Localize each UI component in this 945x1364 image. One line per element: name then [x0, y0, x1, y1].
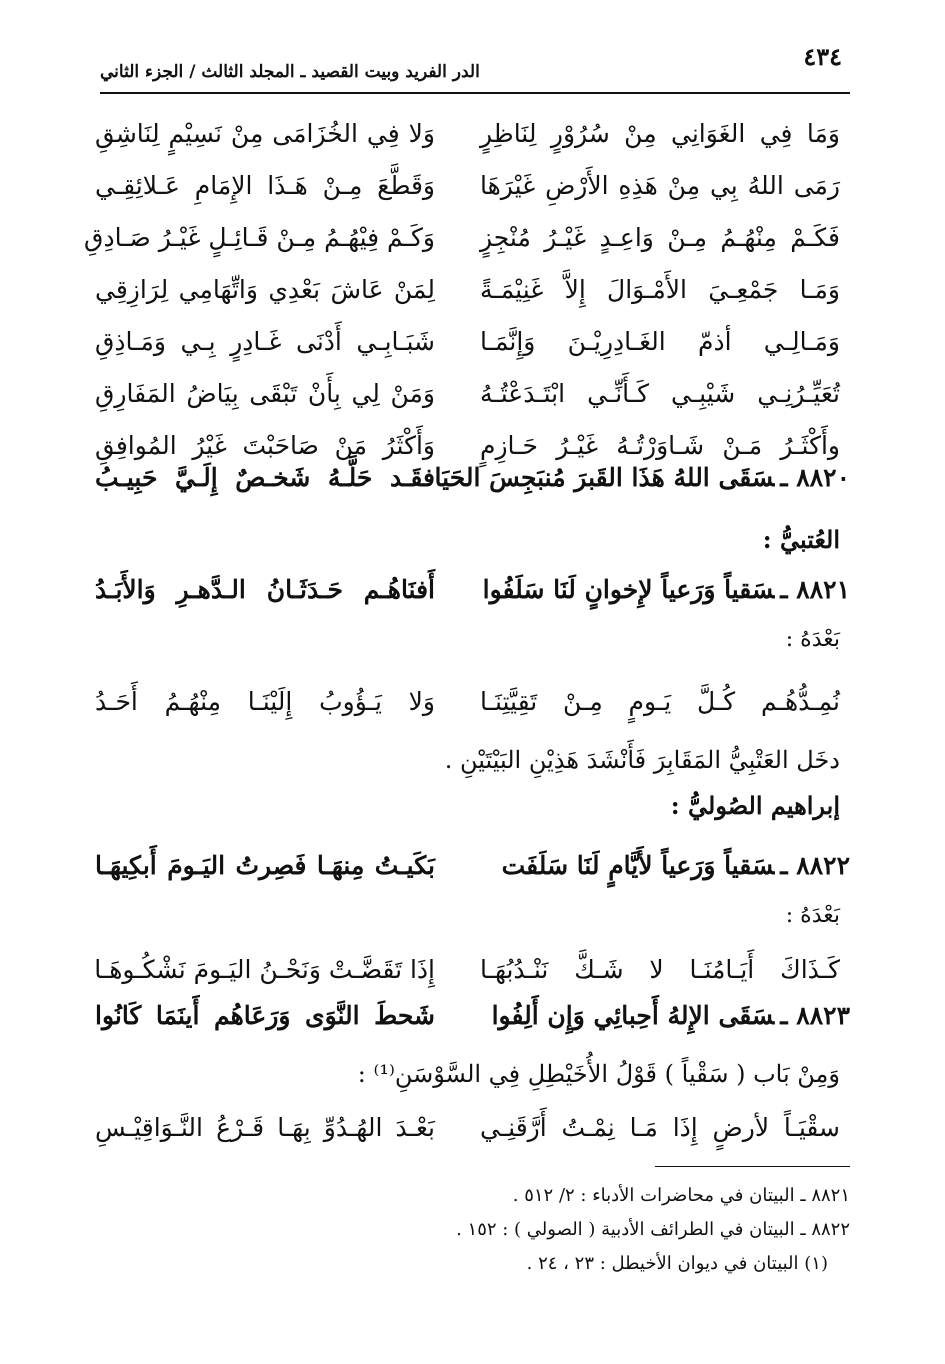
second-hemistich: إِذَا تَقَضَّـتْ وَنَحْـنُ اليَـومَ نَشْكُـوهَـا: [94, 955, 435, 984]
verse-line: [95, 108, 850, 160]
second-hemistich: لِمَنْ عَاشَ بَعْدِي وَاتِّهَامِي لِرَازِقِي: [95, 275, 435, 304]
verse-number: ٨٨٢٢ ـ: [780, 851, 850, 880]
verse-number: ٨٨٢١ ـ: [780, 575, 850, 604]
first-hemistich: سَقياً وَرَعياً لإِخوانٍ لَنَا سَلَفُوا: [482, 575, 775, 604]
first-hemistich: وأَكْثَـرُ مَـنْ شَـاوَرْتُـهُ غَيْـرُ حَـازِمٍ: [480, 431, 840, 460]
first-hemistich: رَمَى اللهُ بِي مِنْ هَذِهِ الأَرْضِ غَيْرَهَا: [480, 171, 840, 200]
first-hemistich: وَمَـالِـي أذمّ الغَـادِرِيْـنَ وَإِنَّمَـا: [480, 327, 840, 356]
second-hemistich: فقَـد حَلَّـهُ شَخـصٌ إِلَـيَّ حَبِيـبُ: [95, 463, 435, 492]
poet-name: العُتبيُّ :: [762, 525, 840, 554]
second-hemistich: وَمَنْ لِي بِأَنْ تَبْقَى بِيَاضُ المَفَارِقِ: [95, 379, 435, 408]
first-hemistich: فَكَـمْ مِنْهُـمُ مِـنْ وَاعِـدٍ غَيْـرُ مُنْجِزٍ: [480, 223, 840, 252]
verse-line: [95, 368, 850, 420]
first-hemistich: وَمَا فِي الغَوَانِي مِنْ سُرُوْرٍ لِنَاظِرٍ: [480, 119, 840, 148]
second-hemistich: بَكَيـتُ مِنهَـا فَصِرتُ اليَـومَ أَبكِيهَـا: [95, 851, 435, 880]
second-hemistich: شَبَـابِـي أَدْنَى غَـادِرٍ بِـي وَمَـاذِقِ: [95, 327, 435, 356]
second-hemistich: وَلا يَـؤُوبُ إِلَيْنَـا مِنْهُـمُ أَحَـدُ: [95, 687, 435, 716]
after-label: بَعْدَهُ :: [785, 903, 840, 928]
page-header: [100, 38, 850, 94]
header-rule: [100, 92, 850, 94]
footnote: ٨٨٢٢ ـ البيتان في الطرائف الأدبية ( الصولي ) : ١٥٢ .: [456, 1219, 850, 1240]
second-hemistich: وَقَطَّعَ مِـنْ هَـذَا الإِمَامِ عَـلائِقِـي: [95, 171, 435, 200]
verse-8823: [95, 990, 850, 1042]
running-title: الدر الفريد وبيت القصيد ـ المجلد الثالث / الجزء الثاني: [100, 62, 480, 82]
footnote: (١) البيتان في ديوان الأخيطل : ٢٣ ، ٢٤ .: [526, 1253, 828, 1274]
verse-8821: [95, 564, 850, 616]
second-hemistich: شَحطَ النَّوَى وَرَعَاهُم أَينَمَا كَانُوا: [95, 1001, 435, 1030]
verse-number: ٨٨٢٣ ـ: [780, 1001, 850, 1030]
second-hemistich: أَفنَاهُـم حَـدَثَـانُ الـدَّهـرِ وَالأَبَـدُ: [95, 575, 435, 604]
second-hemistich: وَكَـمْ فِيْهُـمُ مِـنْ قَـائِـلٍ غَيْـرُ صَـادِقِ: [84, 223, 435, 252]
first-hemistich: سَقَى الإِلهُ أَحِبائِي وَإِن أَلِفُوا: [491, 1001, 775, 1030]
second-hemistich: وَلا فِي الخُزَامَى مِنْ نَسِيْمٍ لِنَاشِقِ: [95, 119, 435, 148]
verse-line: [95, 944, 850, 996]
first-hemistich: سقْيَـاً لأرضٍ إِذَا مَـا نِمْـتُ أَرَّقَنِـي: [480, 1113, 840, 1142]
verse-8820: [95, 452, 850, 504]
first-hemistich: وَمَـا جَمْعِـيَ الأَمْـوَالَ إِلاَّ غَنِيْمَـةً: [480, 275, 840, 304]
verse-line: [95, 1102, 850, 1154]
poet-name: إبراهيم الصُوليُّ :: [670, 791, 840, 820]
footnote-rule: [655, 1166, 850, 1167]
first-hemistich: تُعَيِّـرُنِـي شَيْبِـي كَـأَنِّـي ابْتَـدَعْتُـهُ: [480, 379, 840, 408]
first-hemistich: نُمِـدُّهُـم كُـلَّ يَـومٍ مِـنْ تَقِيَّتِنَـا: [480, 687, 840, 716]
verse-line: [84, 212, 850, 264]
verse-line: [95, 316, 850, 368]
page-number: ٤٣٤: [803, 42, 842, 71]
first-hemistich: كَـذَاكَ أَيَـامُنَـا لا شَـكَّ نَنْـدُبُهَـا: [480, 955, 840, 984]
second-hemistich: وَأَكْثَرُ مَنْ صَاحَبْتَ غَيْرُ المُوافِقِ: [95, 431, 435, 460]
verse-line: [95, 676, 850, 728]
first-hemistich: سَقَى اللهُ هَذَا القَبرَ مُنبَجِسَ الحَيَا: [434, 463, 775, 492]
prose-line: دخَل العَتْبِيُّ المَقَابِرَ فَأَنْشَدَ هَذِيْنِ البَيْتَيْنِ .: [444, 746, 840, 774]
footnote: ٨٨٢١ ـ البيتان في محاضرات الأدباء : ٢/ ٥١٢ .: [512, 1185, 850, 1206]
after-label: بَعْدَهُ :: [785, 627, 840, 652]
verse-8822: [95, 840, 850, 892]
second-hemistich: بَعْـدَ الهُـدُوِّ بِهَـا قَـرْعُ النَّـوَاقِيْـسِ: [95, 1113, 435, 1142]
prose-line: وَمِنْ بَاب ( سَقْياً ) قَوْلُ الأُخَيْطِلِ فِي السَّوْسَنِ⁽¹⁾ :: [357, 1060, 840, 1088]
verse-line: [95, 264, 850, 316]
verse-line: [95, 160, 850, 212]
verse-number: ٨٨٢٠ ـ: [780, 463, 850, 492]
first-hemistich: سَقياً وَرَعياً لأَيَّامٍ لَنَا سَلَفَت: [501, 851, 775, 880]
